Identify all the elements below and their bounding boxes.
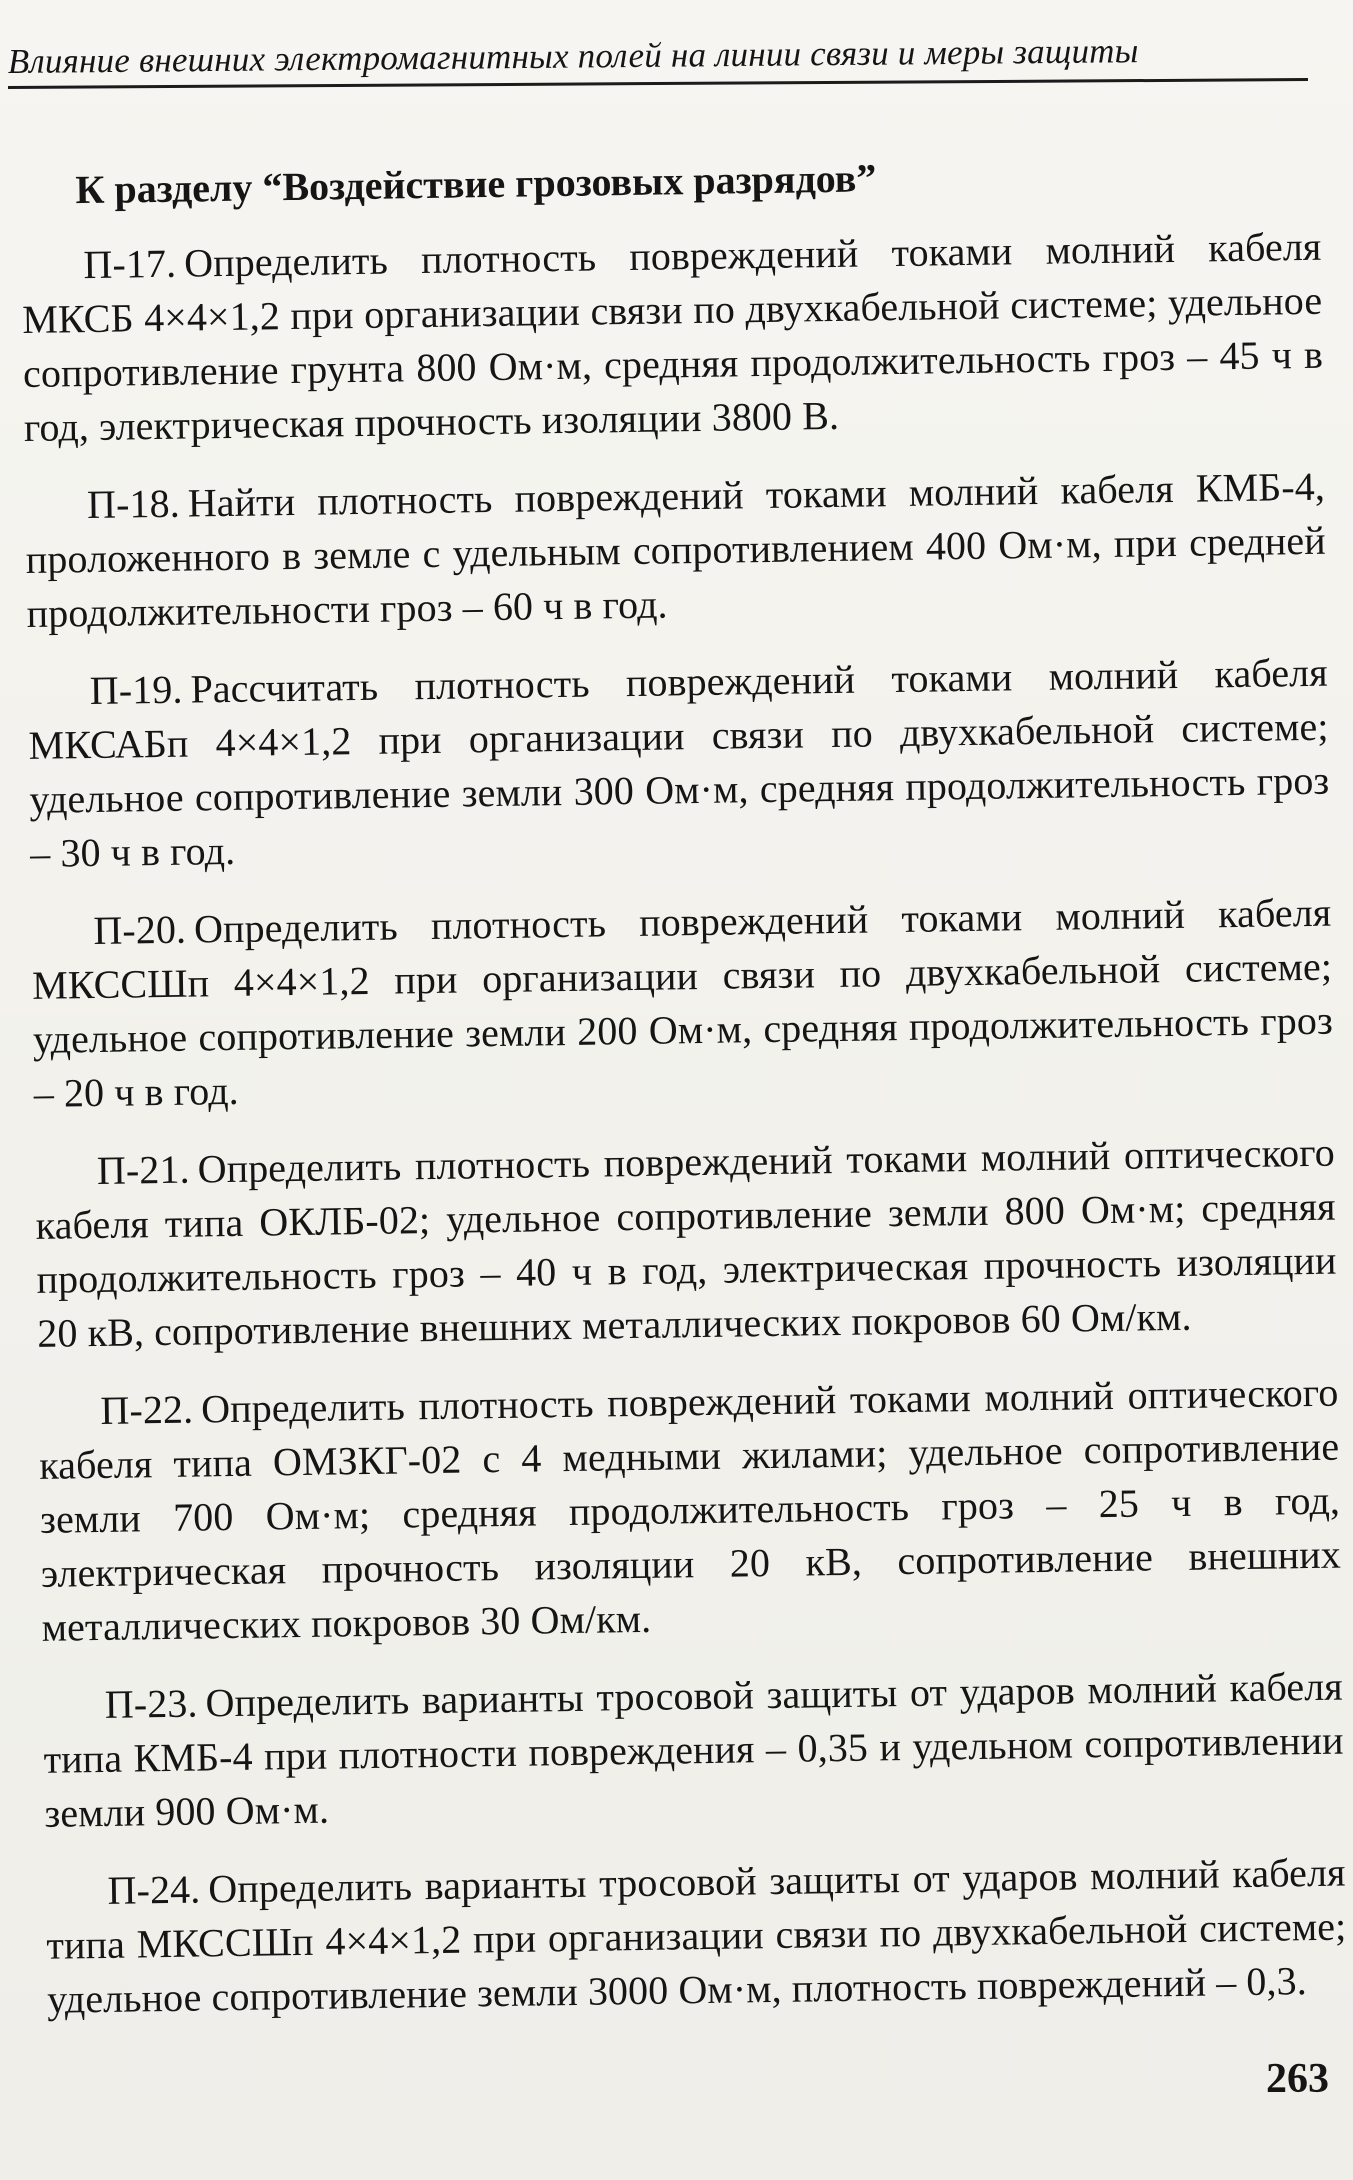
problem-p17 xyxy=(21,220,1324,455)
problem-number: П-22. xyxy=(100,1386,194,1433)
problem-p18 xyxy=(25,460,1327,641)
page-number: 263 xyxy=(1266,2056,1329,2102)
problem-text: Определить плотность повреждений токами молний кабеля МКСБ 4×4×1,2 при организации связи по двухкабельной системе; удельное сопротивление грунта 800 Ом·м, средняя продолжительность гроз – 45 ч в год, электрическая прочность изоляции 3800 В. xyxy=(21,223,1324,450)
problem-text: Рассчитать плотность повреждений токами молний кабеля МКСАБп 4×4×1,2 при организации связи по двухкабельной системе; удельное сопротивление земли 300 Ом·м, средняя продолжительность гроз – 30 ч в год. xyxy=(28,649,1330,876)
problem-p22 xyxy=(38,1366,1342,1655)
problem-number: П-20. xyxy=(93,906,187,953)
problem-text: Определить варианты тросовой защиты от ударов молний кабеля типа МКССШп 4×4×1,2 при организации связи по двухкабельной системе; удельное сопротивление земли 3000 Ом·м, плотность повреждений – 0,3. xyxy=(46,1849,1347,2022)
problem-number: П-21. xyxy=(96,1146,190,1193)
problem-number: П-24. xyxy=(107,1866,201,1913)
page-content xyxy=(20,146,1348,2051)
section-title: К разделу “Воздействие грозовых разрядов” xyxy=(75,155,877,213)
problem-p20 xyxy=(31,886,1334,1121)
problem-p24 xyxy=(45,1846,1347,2027)
problem-text: Определить плотность повреждений токами молний кабеля МКССШп 4×4×1,2 при организации связи по двухкабельной системе; удельное сопротивление земли 200 Ом·м, средняя продолжительность гроз – 20 ч в год. xyxy=(31,889,1334,1116)
problem-p19 xyxy=(27,646,1330,881)
problem-number: П-19. xyxy=(89,666,183,714)
problem-number: П-17. xyxy=(83,240,177,288)
problem-text: Определить варианты тросовой защиты от ударов молний кабеля типа КМБ-4 при плотности повреждения – 0,35 и удельном сопротивлении земли 900 Ом·м. xyxy=(43,1663,1344,1836)
problem-text: Определить плотность повреждений токами молний оптического кабеля типа ОКЛБ-02; удельное сопротивление земли 800 Ом·м; средняя продолжительность гроз – 40 ч в год, электрическая прочность изоляции 20 кВ, сопротивление внешних металлических покровов 60 Ом/км. xyxy=(35,1129,1337,1356)
problem-text: Определить плотность повреждений токами молний оптического кабеля типа ОМЗКГ-02 с 4 медными жилами; удельное сопротивление земли 700 Ом·м; средняя продолжительность гроз – 25 ч в год, электрическая прочность изоляции 20 кВ, сопротивление внешних металлических покровов 30 Ом/км. xyxy=(38,1369,1342,1650)
problem-p21 xyxy=(35,1126,1338,1361)
problem-number: П-18. xyxy=(86,480,181,528)
running-header: Влияние внешних электромагнитных полей на линии связи и меры защиты xyxy=(7,31,1139,82)
problem-p23 xyxy=(42,1660,1344,1841)
problem-number: П-23. xyxy=(104,1680,198,1727)
problem-text: Найти плотность повреждений токами молний кабеля КМБ-4, проложенного в земле с удельным сопротивлением 400 Ом·м, при средней продолжительности гроз – 60 ч в год. xyxy=(25,463,1327,636)
